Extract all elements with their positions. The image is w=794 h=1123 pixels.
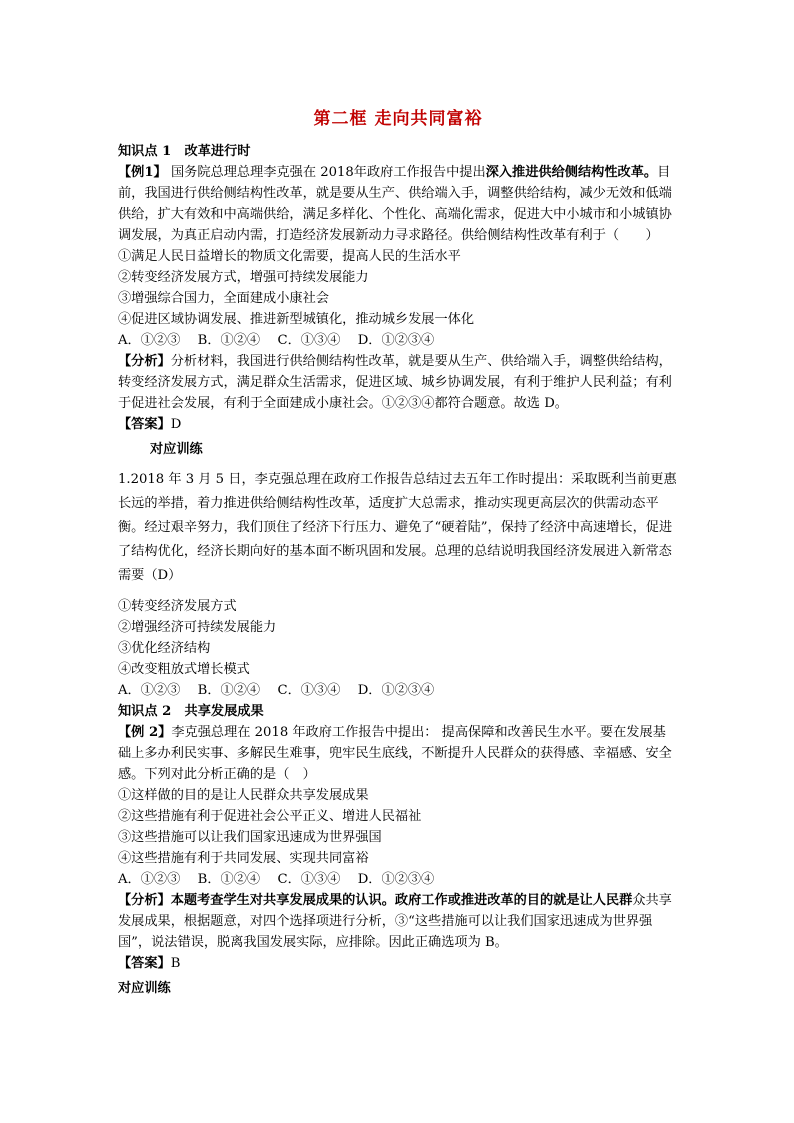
practice2-heading: 对应训练 — [118, 981, 171, 996]
example1-body: 目前，我国进行供给侧结构性改革，就是要从生产、供给端入手，调整供给结构，减少无效和低端供给，扩大有效和中高端供给，满足多样化、个性化、高端化需求，促进大中小城市和小城镇协调发展，为真正启动内需，打造经济发展新动力寻求路径。供给侧结构性改革有利于（ ） — [118, 165, 672, 243]
practice1-heading: 对应训练 — [150, 442, 203, 457]
example1-choices: A．①②③ B．①②④ C．①③④ D．①②③④ — [118, 333, 435, 348]
practice1-option-4: ④改变粗放式增长模式 — [118, 662, 250, 677]
example2-choices: A．①②③ B．①②④ C．①③④ D．①②③④ — [118, 872, 435, 887]
example2-paragraph — [118, 722, 678, 785]
practice1-option-1: ①转变经济发展方式 — [118, 599, 237, 614]
example1-paragraph — [118, 162, 678, 246]
example2-analysis — [118, 890, 678, 953]
example2-option-1: ①这样做的目的是让人民群众共享发展成果 — [118, 788, 369, 803]
example1-option-1: ①满足人民日益增长的物质文化需要，提高人民的生活水平 — [118, 249, 461, 264]
page-title: 第二框 走向共同富裕 — [313, 109, 483, 129]
example2-answer-value: B — [170, 956, 181, 971]
example2-option-2: ②这些措施有利于促进社会公平正义、增进人民福祉 — [118, 809, 422, 824]
example1-answer — [118, 414, 678, 435]
example1-analysis-text: 分析材料，我国进行供给侧结构性改革，就是要从生产、供给端入手，调整供给结构，转变经济发展方式，满足群众生活需求，促进区域、城乡协调发展，有利于维护人民利益；有利于促进社会发展，有利于全面建成小康社会。①②③④都符合题意。故选 D。 — [118, 354, 672, 411]
document-page — [118, 104, 678, 999]
section1-heading: 知识点 1 改革进行时 — [118, 144, 251, 159]
practice1-option-3: ③优化经济结构 — [118, 641, 211, 656]
example1-analysis — [118, 351, 678, 414]
example2-tag: 【例 2】 — [118, 725, 172, 740]
example1-option-4: ④促进区域协调发展、推进新型城镇化，推动城乡发展一体化 — [118, 312, 475, 327]
section2-heading: 知识点 2 共享发展成果 — [118, 704, 264, 719]
example1-option-3: ③增强综合国力，全面建成小康社会 — [118, 291, 329, 306]
example2-analysis-emph: 本题考查学生对共享发展成果的认识。政府工作或推进改革的目的就是让人民群 — [170, 893, 633, 908]
practice1-question: 1.2018 年 3 月 5 日，李克强总理在政府工作报告总结过去五年工作时提出：采取既利当前更惠长远的举措，着力推进供给侧结构性改革，适度扩大总需求，推动实现更高层次的供需动态平衡。经过艰辛努力，我们顶住了经济下行压力、避免了“硬着陆”，保持了经济中高速增长，促进了结构优化，经济长期向好的基本面不断巩固和发展。总理的总结说明我国经济发展进入新常态需要（D） — [118, 472, 677, 583]
example2-body: 李克强总理在 2018 年政府工作报告中提出： 提高保障和改善民生水平。要在发展基础上多办利民实事、多解民生难事，兜牢民生底线，不断提升人民群众的获得感、幸福感、安全感。下列对此分析正确的是（ ） — [118, 725, 672, 782]
example2-analysis-tag: 【分析】 — [118, 893, 171, 908]
example1-option-2: ②转变经济发展方式，增强可持续发展能力 — [118, 270, 369, 285]
example2-option-4: ④这些措施有利于共同发展、实现共同富裕 — [118, 851, 369, 866]
practice1-choices: A．①②③ B．①②④ C．①③④ D．①②③④ — [118, 683, 435, 698]
example2-answer-tag: 【答案】 — [118, 956, 171, 971]
example2-answer — [118, 953, 678, 974]
example1-answer-value: D — [170, 417, 182, 432]
example1-answer-tag: 【答案】 — [118, 417, 171, 432]
example2-analysis-text: 众共享发展成果，根据题意，对四个选择项进行分析，③“这些措施可以让我们国家迅速成为世界强国”，说法错误，脱离我国发展实际，应排除。因此正确选项为 B。 — [118, 893, 672, 950]
example1-lead: 国务院总理总理李克强在 2018年政府工作报告中提出 — [166, 165, 486, 180]
example1-tag: 【例1】 — [118, 165, 167, 180]
example2-option-3: ③这些措施可以让我们国家迅速成为世界强国 — [118, 830, 382, 845]
example1-emph: 深入推进供给侧结构性改革。 — [485, 165, 658, 180]
example1-analysis-tag: 【分析】 — [118, 354, 171, 369]
practice1-option-2: ②增强经济可持续发展能力 — [118, 620, 277, 635]
